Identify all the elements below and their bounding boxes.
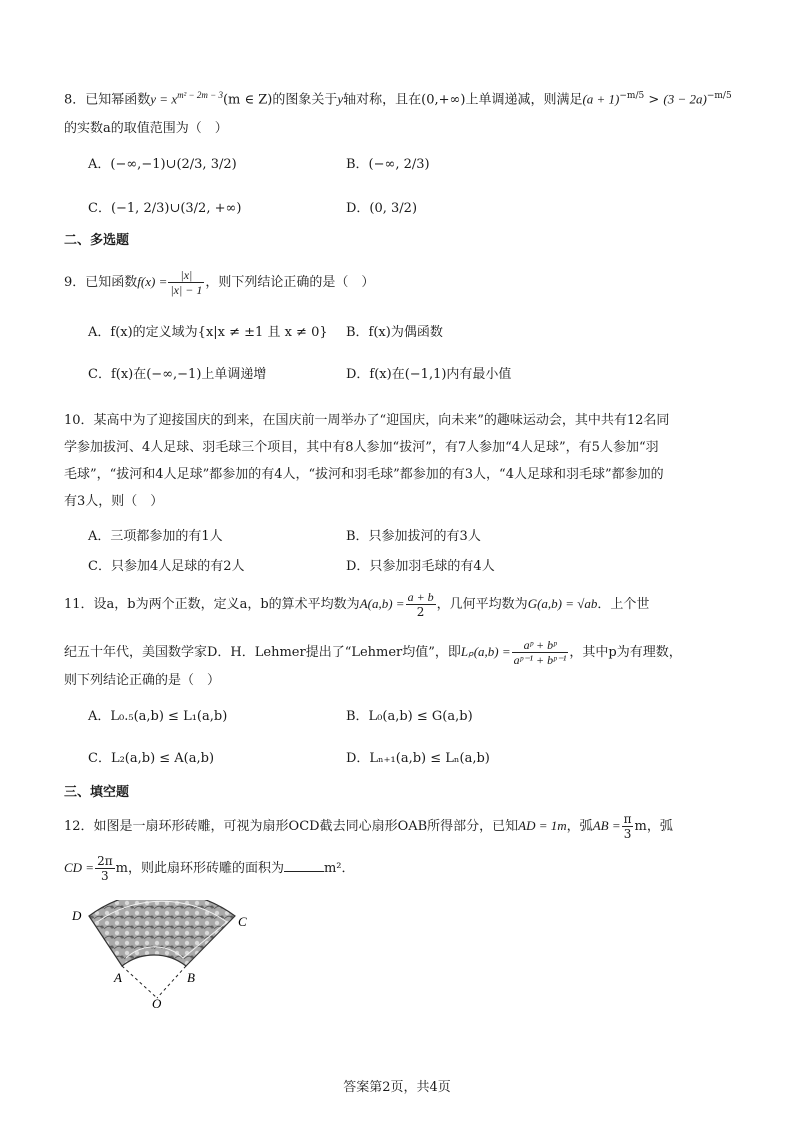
section-heading-fill: 三、填空题	[64, 785, 130, 800]
q11-text-mid: ，几何平均数为	[436, 597, 528, 612]
q11-line1	[64, 590, 649, 619]
label-d: D	[72, 908, 82, 923]
q12-arc-cd-den: 3	[101, 869, 109, 883]
q12-ad-length: AD = 1m	[518, 818, 567, 833]
q8-text-mid: 的图象关于	[272, 92, 338, 108]
q10-line2: 学参加拔河、4人足球、羽毛球三个项目，其中有8人参加“拔河”，有7人参加“4人足球”，有5人参加“羽	[64, 440, 659, 455]
q10-line1: 10．某高中为了迎接国庆的到来，在国庆前一周举办了“迎国庆，向未来”的趣味运动会，其中共有12名同	[64, 413, 670, 428]
q12-arc-text2: ，弧	[646, 819, 673, 834]
q9-text-post: ，则下列结论正确的是（ ）	[205, 275, 375, 290]
q12-arc-cd-num: 2π	[97, 854, 113, 868]
q11-lehmer-num: aᵖ + bᵖ	[512, 638, 569, 653]
q12-arc-cd: CD =	[64, 860, 95, 875]
q8-option-b: B．(−∞, 2/3)	[346, 157, 430, 172]
q9-denominator: |x| − 1	[170, 283, 203, 297]
q8-ineq-exp-left: −m/5	[619, 91, 645, 101]
q10-line3: 毛球”，“拔河和4人足球”都参加的有4人，“拔河和羽毛球”都参加的有3人，“4人足球和羽毛球”都参加的	[64, 467, 664, 482]
q12-text: 12．如图是一扇环形砖雕，可视为扇形OCD截去同心扇形OAB所得部分，已知	[64, 819, 519, 834]
q12-arc-cd-fraction	[95, 854, 115, 883]
q9-fraction	[168, 268, 204, 297]
label-c: C	[238, 914, 247, 929]
q12-arc-text: ，弧	[566, 819, 593, 834]
q11-option-d: D．Lₙ₊₁(a,b) ≤ Lₙ(a,b)	[346, 751, 490, 766]
q8-domain: (m ∈ Z)	[222, 92, 273, 108]
q11-line2	[64, 638, 682, 667]
q8-text-mid3: 上单调递减，则满足	[465, 92, 583, 108]
q8-line2: 的实数a的取值范围为（ ）	[64, 121, 228, 136]
q8-exponent: m² − 2m − 3	[177, 90, 223, 100]
q11-text2: 纪五十年代，美国数学家D．H．Lehmer提出了“Lehmer均值”，即	[64, 645, 461, 660]
q8-text-mid2: 轴对称，且在	[343, 92, 422, 108]
q9-option-c: C．f(x)在(−∞,−1)上单调递增	[88, 367, 267, 382]
q11-lehmer-def: Lₚ(a,b) =	[460, 644, 511, 659]
q8-yaxis: y	[337, 91, 344, 107]
q11-lehmer-den: aᵖ⁻¹ + bᵖ⁻¹	[513, 653, 567, 667]
q11-text-post: ．上个世	[597, 597, 650, 612]
q11-option-b: B．L₀(a,b) ≤ G(a,b)	[346, 709, 473, 724]
q12-line2	[64, 854, 355, 883]
q12-unit: m²．	[323, 861, 355, 876]
q11-line3: 则下列结论正确的是（ ）	[64, 673, 221, 688]
q11-lehmer-fraction	[512, 638, 569, 667]
label-o: O	[152, 996, 162, 1010]
q9-option-b: B．f(x)为偶函数	[346, 325, 443, 340]
q8-option-a: A．(−∞,−1)∪(2/3, 3/2)	[88, 157, 237, 172]
q11-arith-fraction	[406, 590, 436, 619]
q8-ineq-gt: >	[644, 92, 664, 108]
q10-option-c: C．只参加4人足球的有2人	[88, 559, 245, 574]
label-b: B	[187, 970, 195, 985]
q9-option-d: D．f(x)在(−1,1)内有最小值	[346, 367, 512, 382]
q8-line1	[64, 84, 732, 111]
section-heading-multi: 二、多选题	[64, 233, 130, 248]
q9-text: 9．已知函数	[64, 275, 138, 290]
q9-numerator: |x|	[168, 268, 204, 283]
q9-option-a: A．f(x)的定义域为{x|x ≠ ±1 且 x ≠ 0}	[88, 325, 328, 340]
q12-arc-ab-num: π	[623, 812, 632, 826]
q8-ineq-left: (a + 1)	[582, 91, 620, 107]
q11-option-a: A．L₀.₅(a,b) ≤ L₁(a,b)	[88, 709, 228, 724]
q11-text: 11．设a，b为两个正数，定义a，b的算术平均数为	[64, 597, 360, 612]
q12-arc-ab-fraction	[622, 812, 634, 841]
q9-fx: f(x) =	[137, 274, 168, 289]
q8-text: 8．已知幂函数	[64, 92, 151, 108]
q9-line	[64, 268, 374, 297]
q12-arc-cd-unit: m	[115, 861, 128, 876]
q8-ineq-exp-right: −m/5	[706, 91, 732, 101]
radius-ob	[157, 966, 186, 998]
q12-arc-ab-den: 3	[623, 827, 632, 841]
q8-option-c: C．(−1, 2/3)∪(3/2, +∞)	[88, 201, 242, 216]
page-footer: 答案第2页，共4页	[343, 1080, 451, 1095]
radius-oa	[122, 966, 157, 998]
label-a: A	[114, 970, 122, 985]
q10-option-a: A．三项都参加的有1人	[88, 529, 223, 544]
q10-option-d: D．只参加羽毛球的有4人	[346, 559, 495, 574]
q11-arith-num: a + b	[407, 590, 434, 604]
sector-ring-figure	[64, 900, 264, 1010]
q11-option-c: C．L₂(a,b) ≤ A(a,b)	[88, 751, 215, 766]
q10-line4: 有3人，则（ ）	[64, 494, 164, 509]
q12-arc-ab: AB =	[592, 818, 621, 833]
q12-answer-blank	[284, 859, 324, 872]
q11-text2-post: ，其中p为有理数，	[569, 645, 682, 660]
q11-geo-def: G(a,b) = √ab	[527, 596, 598, 611]
q8-function: y = x	[150, 91, 178, 107]
q12-line1	[64, 812, 673, 841]
q8-ineq-right: (3 − 2a)	[663, 91, 707, 107]
q11-arith-den: 2	[416, 605, 425, 619]
q8-interval: (0,+∞)	[421, 92, 466, 108]
q12-arc-ab-unit: m	[634, 819, 647, 834]
q12-text-post: ，则此扇环形砖雕的面积为	[127, 861, 284, 876]
q8-option-d: D．(0, 3/2)	[346, 201, 418, 216]
q10-option-b: B．只参加拔河的有3人	[346, 529, 481, 544]
q11-arith-def: A(a,b) =	[359, 596, 405, 611]
